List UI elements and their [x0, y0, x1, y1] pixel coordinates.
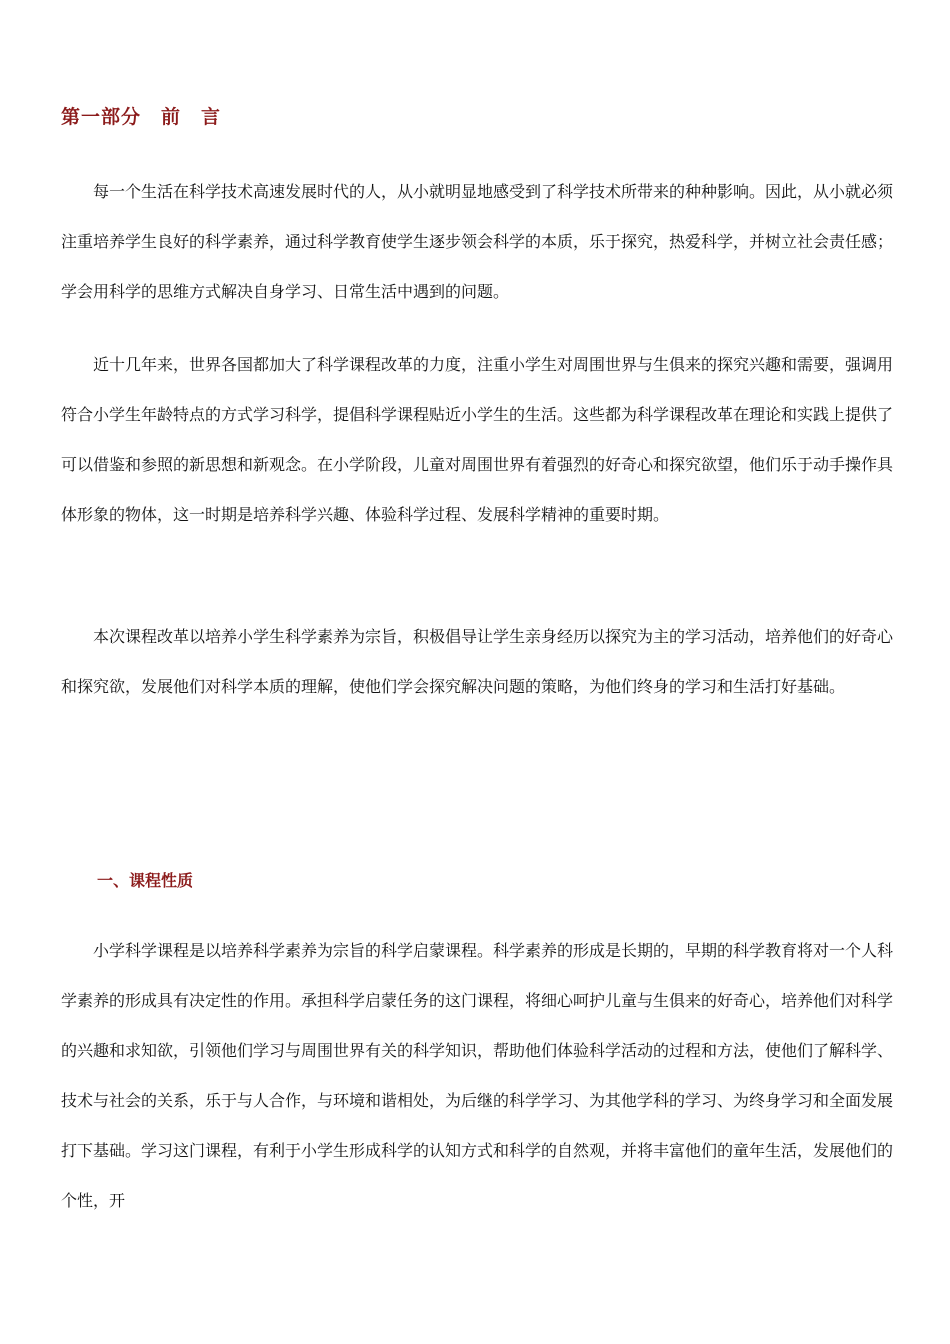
- part-title: 第一部分 前 言: [61, 106, 222, 128]
- course-nature-paragraph: 小学科学课程是以培养科学素养为宗旨的科学启蒙课程。科学素养的形成是长期的，早期的科学教育将对一个人科学素养的形成具有决定性的作用。承担科学启蒙任务的这门课程，将细心呵护儿童与生俱来的好奇心，培养他们对科学的兴趣和求知欲，引领他们学习与周围世界有关的科学知识，帮助他们体验科学活动的过程和方法，使他们了解科学、技术与社会的关系，乐于与人合作，与环境和谐相处，为后继的科学学习、为其他学科的学习、为终身学习和全面发展打下基础。学习这门课程，有利于小学生形成科学的认知方式和科学的自然观，并将丰富他们的童年生活，发展他们的个性，开: [61, 941, 894, 1210]
- preface-paragraph-2: 近十几年来，世界各国都加大了科学课程改革的力度，注重小学生对周围世界与生俱来的探究兴趣和需要，强调用符合小学生年龄特点的方式学习科学，提倡科学课程贴近小学生的生活。这些都为科学课程改革在理论和实践上提供了可以借鉴和参照的新思想和新观念。在小学阶段，儿童对周围世界有着强烈的好奇心和探究欲望，他们乐于动手操作具体形象的物体，这一时期是培养科学兴趣、体验科学过程、发展科学精神的重要时期。: [61, 355, 894, 524]
- section-title-course-nature: 一、课程性质: [97, 871, 194, 890]
- preface-paragraph-3: 本次课程改革以培养小学生科学素养为宗旨，积极倡导让学生亲身经历以探究为主的学习活动，培养他们的好奇心和探究欲，发展他们对科学本质的理解，使他们学会探究解决问题的策略，为他们终身的学习和生活打好基础。: [61, 627, 894, 696]
- preface-paragraph-1: 每一个生活在科学技术高速发展时代的人，从小就明显地感受到了科学技术所带来的种种影响。因此，从小就必须注重培养学生良好的科学素养，通过科学教育使学生逐步领会科学的本质，乐于探究，热爱科学，并树立社会责任感；学会用科学的思维方式解决自身学习、日常生活中遇到的问题。: [61, 182, 894, 301]
